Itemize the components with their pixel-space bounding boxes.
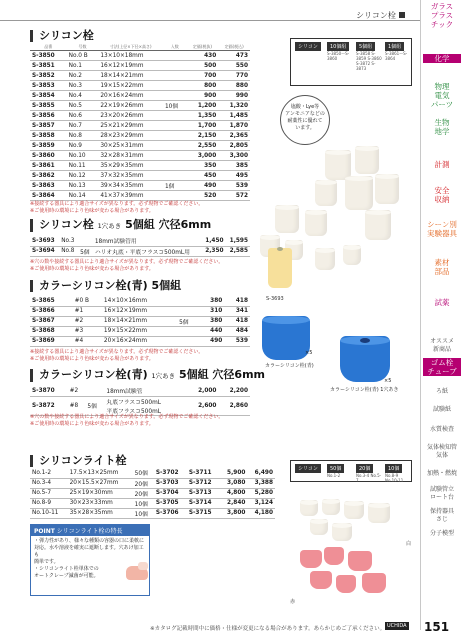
table-cell: No.14 (67, 191, 99, 201)
note-line: ※穴の数や接続する器具により適合サイズが異なります。必ず現物でご確認ください。 (30, 259, 224, 265)
table-cell: No.2 (67, 71, 99, 81)
legend-codes: No.8-9 No.10-11 (385, 473, 404, 483)
table-row (30, 478, 275, 488)
table-cell: S-3864 (30, 191, 67, 201)
sidebar-item[interactable]: 化学 (423, 54, 461, 63)
note-line: ※接続する器具により適合サイズが異なります。必ず現物でご確認ください。 (30, 349, 204, 355)
table-cell (163, 71, 187, 81)
table-cell (177, 296, 199, 306)
table-cell: 10個 (163, 101, 187, 111)
table-cell: No.9 (67, 141, 99, 151)
table-cell: S-3869 (30, 336, 73, 346)
table-cell: S-3861 (30, 161, 67, 171)
legend-codes: S-3858 S-3859 S-3860 S-3872 S-3873 (356, 51, 382, 71)
table-cell: 341 (224, 306, 250, 316)
table-cell: 28×23×29mm (98, 131, 163, 141)
point-line: ・シリコンライト栓単体での (34, 566, 99, 572)
table-cell: S-3705 (154, 498, 187, 508)
table-cell: 2,805 (218, 141, 250, 151)
table-cell: #0 B (73, 296, 102, 306)
column-header: 寸法(上径×下径×高さ) (98, 44, 163, 51)
table-row (30, 316, 250, 326)
table-cell: 3,388 (247, 478, 275, 488)
table-cell: 1,200 (187, 101, 219, 111)
table-cell: 2,550 (187, 141, 219, 151)
table-cell (163, 111, 187, 121)
table-cell: No.7 (67, 121, 99, 131)
table-cell (177, 336, 199, 346)
table-row (30, 121, 250, 131)
table-cell: No.1 (67, 61, 99, 71)
note-line: ※接続する器具により適合サイズが異なります。必ず現物でご確認ください。 (30, 201, 204, 207)
table-cell: 17.5×13×25mm (68, 468, 133, 478)
table-cell: S-3872 (30, 396, 68, 415)
page-number: 151 (424, 620, 450, 634)
sec2-notes (30, 259, 223, 273)
table-cell: 418 (224, 316, 250, 326)
table-cell: S-3858 (30, 131, 67, 141)
table-cell: 20×15.5×27mm (68, 478, 133, 488)
table-cell: 572 (218, 191, 250, 201)
column-header: 品番 (30, 44, 67, 51)
table-cell: 22×19×26mm (98, 101, 163, 111)
table-cell: No.10 (67, 151, 99, 161)
point-line: 簡単です。 (34, 559, 59, 565)
table-cell: 30×23×33mm (68, 498, 133, 508)
table-cell: 2,365 (218, 131, 250, 141)
sidebar (420, 0, 462, 630)
point-header (31, 525, 149, 536)
column-header: 号数 (67, 44, 99, 51)
section-title-silicone-light: シリコンライト栓 (30, 455, 126, 467)
legend-codes: S-3850〜S-3860 (327, 51, 350, 61)
table-cell: 16×12×19mm (102, 306, 177, 316)
table-row (30, 161, 250, 171)
table-cell: 800 (187, 81, 219, 91)
table-cell (177, 306, 199, 316)
label-white: 白 (406, 541, 412, 547)
table-cell: 14×10×16mm (102, 296, 177, 306)
table-cell: 350 (187, 161, 219, 171)
table-cell: 1,700 (187, 121, 219, 131)
section-title-color-silicone: カラーシリコン栓(青) 5個組 (30, 280, 181, 292)
table-cell: S-3870 (30, 386, 68, 396)
photo-blue-stopper-hole (340, 336, 390, 382)
table-cell: 2,200 (218, 386, 250, 396)
table-cell: 520 (187, 191, 219, 201)
legend-column: 10個組 (327, 42, 349, 51)
sidebar-item[interactable]: ろ紙 (435, 388, 448, 395)
table-cell: 550 (218, 61, 250, 71)
color-silicone-hole-table (30, 386, 250, 416)
sidebar-item[interactable]: オススメ 新商品 (430, 338, 454, 353)
legend-codes: S-3861〜S-3864 (385, 51, 408, 61)
table-row (30, 101, 250, 111)
table-cell: 1,320 (218, 101, 250, 111)
table-cell (163, 161, 187, 171)
table-cell: 35×28×35mm (68, 508, 133, 518)
table-cell: S-3868 (30, 326, 73, 336)
table-cell: 19×15×22mm (98, 81, 163, 91)
table-cell (163, 131, 187, 141)
legend2-label: シリコン (295, 464, 321, 473)
table-cell: 2,150 (187, 131, 219, 141)
table-cell (163, 121, 187, 131)
table-cell (163, 81, 187, 91)
table-cell: 18×14×21mm (98, 71, 163, 81)
table-row (30, 81, 250, 91)
note-line: ※ご使用時の環境により色味が変わる場合があります。 (30, 421, 154, 427)
table-row (30, 171, 250, 181)
table-cell: 4,180 (247, 508, 275, 518)
table-cell: ハリオ丸底・平底フラスコ500mL用 (93, 246, 201, 256)
table-cell: S-3712 (187, 478, 220, 488)
table-row (30, 141, 250, 151)
table-cell: S-3851 (30, 61, 67, 71)
table-cell: S-3856 (30, 111, 67, 121)
table-cell: 18mm試験管 (104, 386, 187, 396)
table-cell (163, 61, 187, 71)
silicone-hole-table (30, 236, 250, 257)
table-cell: S-3854 (30, 91, 67, 101)
sidebar-item[interactable]: 素材 部品 (434, 258, 450, 276)
table-cell: S-3694 (30, 246, 59, 256)
silicone-stopper-table (30, 44, 250, 201)
table-row (30, 181, 250, 191)
point-line: 対応。水や溶液を確実に遮断します。穴あけ加工も (34, 545, 144, 558)
photo-blue-stopper (262, 316, 313, 360)
label-blue1: カラーシリコン栓(青) (265, 363, 314, 369)
table-cell: 539 (224, 336, 250, 346)
table-row (30, 326, 250, 336)
table-cell: 5個 (78, 246, 93, 256)
table-cell: 5個 (85, 396, 104, 415)
table-row (30, 51, 250, 61)
point-title: シリコンライト栓の特長 (56, 528, 123, 535)
table-cell: 23×20×26mm (98, 111, 163, 121)
legend-column: 50個 (327, 464, 344, 473)
table-row (30, 396, 250, 415)
table-cell: No.12 (67, 171, 99, 181)
silicone-light-table (30, 468, 275, 519)
legend-column: 10個 (385, 464, 402, 473)
sidebar-item[interactable]: 試験管立 ロート台 (429, 486, 454, 501)
table-cell: 2,585 (226, 246, 250, 256)
legend-column: 5個組 (356, 42, 375, 51)
sidebar-item[interactable]: ガラス プラス チック (430, 2, 454, 29)
table-cell: 4,800 (220, 488, 248, 498)
table-cell: 1,595 (226, 236, 250, 246)
label-blue2: カラーシリコン栓(青) 1穴あき (330, 387, 399, 393)
table-cell: 2,000 (187, 386, 219, 396)
table-cell: No.3-4 (30, 478, 68, 488)
table-cell: 39×34×35mm (98, 181, 163, 191)
table-cell: #3 (73, 326, 102, 336)
table-cell: 473 (218, 51, 250, 61)
table-cell: S-3860 (30, 151, 67, 161)
point-line: オートクレーブ滅菌が可能。 (34, 573, 99, 579)
table-row (30, 296, 250, 306)
table-row (30, 131, 250, 141)
table-cell: 539 (218, 181, 250, 191)
sidebar-item[interactable]: 加熱・燃焼 (426, 470, 457, 477)
section-title-silicone-stopper: シリコン栓 (30, 30, 94, 42)
table-cell: 2,350 (201, 246, 225, 256)
table-cell: 丸底フラスコ500mL 平底フラスコ500mL (104, 396, 187, 415)
table-row (30, 236, 250, 246)
table-cell (163, 91, 187, 101)
table-cell: S-3714 (187, 498, 220, 508)
table-cell: 490 (199, 336, 225, 346)
table-cell: 5個 (177, 316, 199, 326)
table-cell: 13×10×18mm (98, 51, 163, 61)
table-cell: 20個 (133, 478, 154, 488)
note-line: ※ご使用時の環境により色味が変わる場合があります。 (30, 356, 154, 362)
table-row (30, 191, 250, 201)
table-cell: #4 (73, 336, 102, 346)
table-cell: 500 (187, 61, 219, 71)
table-cell: S-3850 (30, 51, 67, 61)
table-cell (163, 141, 187, 151)
table-cell: 900 (187, 91, 219, 101)
table-cell: S-3711 (187, 468, 220, 478)
table-cell (177, 326, 199, 336)
sidebar-item[interactable]: 水質検査 (429, 426, 454, 433)
table-cell: 5,900 (220, 468, 248, 478)
table-cell: 20個 (133, 488, 154, 498)
column-header: 入数 (163, 44, 187, 51)
table-cell: 2,840 (220, 498, 248, 508)
note-line: ※ご使用時の環境により色味が変わる場合があります。 (30, 208, 154, 214)
table-cell: 880 (218, 81, 250, 91)
table-cell: 2,860 (218, 396, 250, 415)
table-cell: S-3715 (187, 508, 220, 518)
table-row (30, 498, 275, 508)
table-cell: No.1-2 (30, 468, 68, 478)
x5-b: ×5 (384, 378, 392, 384)
table-cell (163, 151, 187, 161)
table-cell: 3,080 (220, 478, 248, 488)
table-cell: 37×32×35mm (98, 171, 163, 181)
table-cell: 770 (218, 71, 250, 81)
table-row (30, 151, 250, 161)
table-cell: No.13 (67, 181, 99, 191)
table-cell: #8 (68, 396, 86, 415)
table-cell: S-3855 (30, 101, 67, 111)
table-cell (78, 236, 93, 246)
sidebar-item[interactable]: 物理 電気 パーツ (430, 82, 454, 109)
brand-logo: UCHIDA (387, 623, 407, 629)
table-row (30, 488, 275, 498)
table-cell: S-3852 (30, 71, 67, 81)
table-cell: 310 (199, 306, 225, 316)
note-line: ※ご使用時の環境により色味が変わる場合があります。 (30, 266, 154, 272)
table-cell: 20×16×24mm (102, 336, 177, 346)
table-cell: 19×15×22mm (102, 326, 177, 336)
table-cell (163, 191, 187, 201)
table-row (30, 306, 250, 316)
label-s3693: S-3693 (266, 296, 284, 302)
table-cell: 495 (218, 171, 250, 181)
table-cell: 20×16×24mm (98, 91, 163, 101)
sidebar-item[interactable]: 保持器具 さじ (429, 508, 454, 523)
table-cell: 3,800 (220, 508, 248, 518)
table-cell: 35×29×35mm (98, 161, 163, 171)
legend-codes: No.3-4 No.5-7 (356, 473, 382, 483)
table-row (30, 246, 250, 256)
table-cell: No.3 (67, 81, 99, 91)
sec4-notes (30, 414, 223, 428)
table-cell: 430 (187, 51, 219, 61)
legend-column: 20個 (356, 464, 373, 473)
table-cell: 440 (199, 326, 225, 336)
table-row (30, 111, 250, 121)
table-cell: 380 (199, 296, 225, 306)
table-cell: No.0 B (67, 51, 99, 61)
table-cell: 30×25×31mm (98, 141, 163, 151)
table-cell: S-3867 (30, 316, 73, 326)
table-cell: S-3693 (30, 236, 59, 246)
table-cell: 490 (187, 181, 219, 191)
sec1-notes (30, 201, 203, 215)
color-silicone-table (30, 296, 250, 347)
table-cell: 990 (218, 91, 250, 101)
point-line: ・弾力性があり、様々な種類の容器の口に柔軟に (34, 538, 145, 544)
table-cell: S-3703 (154, 478, 187, 488)
table-cell: S-3859 (30, 141, 67, 151)
table-cell: 32×28×31mm (98, 151, 163, 161)
table-cell: 1個 (163, 181, 187, 191)
table-cell: 50個 (133, 468, 154, 478)
table-cell: No.8 (59, 246, 78, 256)
table-cell: 1,485 (218, 111, 250, 121)
table-row (30, 508, 275, 518)
photo-s3693 (268, 248, 292, 293)
table-cell: 380 (199, 316, 225, 326)
table-cell: 25×19×30mm (68, 488, 133, 498)
sidebar-item[interactable]: 試験紙 (432, 406, 451, 413)
table-cell: 10個 (133, 508, 154, 518)
sidebar-item[interactable]: 分子模型 (429, 530, 454, 537)
table-cell: 418 (224, 296, 250, 306)
table-cell: S-3866 (30, 306, 73, 316)
point-label: POINT (34, 528, 55, 535)
table-cell: S-3857 (30, 121, 67, 131)
x5-a: ×5 (305, 350, 313, 356)
sec3-notes (30, 349, 203, 363)
table-cell (85, 386, 104, 396)
table-row (30, 386, 250, 396)
table-cell: No.8 (67, 131, 99, 141)
table-cell: 3,000 (187, 151, 219, 161)
table-cell: 5,280 (247, 488, 275, 498)
table-cell: 1,450 (201, 236, 225, 246)
sidebar-item[interactable]: ゴム栓 チューブ (423, 358, 461, 376)
table-cell: S-3702 (154, 468, 187, 478)
table-cell: 25×21×29mm (98, 121, 163, 131)
table-cell: 3,300 (218, 151, 250, 161)
table-cell: S-3863 (30, 181, 67, 191)
table-cell: S-3704 (154, 488, 187, 498)
table-cell: No.3 (59, 236, 78, 246)
table-cell: 700 (187, 71, 219, 81)
table-cell: 10個 (133, 498, 154, 508)
table-cell: 2,600 (187, 396, 219, 415)
sidebar-item[interactable]: 試薬 (434, 298, 450, 307)
table-cell: #2 (73, 316, 102, 326)
section-title-silicone-hole: シリコン栓 1穴あき 5個組 穴径6mm (30, 219, 211, 232)
table-cell: 18mm試験管用 (93, 236, 201, 246)
legend-column: 1個組 (385, 42, 404, 51)
photo-light-stoppers (290, 495, 418, 605)
legend1-label: シリコン (295, 42, 321, 51)
table-cell: 18×14×21mm (102, 316, 177, 326)
table-cell: 1,350 (187, 111, 219, 121)
table-cell: No.5 (67, 101, 99, 111)
table-cell: 16×12×19mm (98, 61, 163, 71)
table-cell: No.5-7 (30, 488, 68, 498)
table-row (30, 468, 275, 478)
table-cell: No.4 (67, 91, 99, 101)
table-cell: No.8-9 (30, 498, 68, 508)
table-cell: S-3862 (30, 171, 67, 181)
column-header: 定価(税抜) (187, 44, 219, 51)
note-line: ※穴の数や接続する器具により適合サイズが異なります。必ず現物でご確認ください。 (30, 414, 224, 420)
legend-2 (290, 460, 412, 482)
header-category: シリコン栓 (356, 10, 405, 21)
table-cell: No.11 (67, 161, 99, 171)
table-cell: No.10-11 (30, 508, 68, 518)
column-header: 定価(税込) (218, 44, 250, 51)
table-cell: No.6 (67, 111, 99, 121)
table-cell (163, 171, 187, 181)
table-cell: S-3713 (187, 488, 220, 498)
sidebar-item[interactable]: 気体検知管 気体 (426, 444, 457, 459)
hand-photo (118, 560, 158, 590)
table-cell: S-3865 (30, 296, 73, 306)
table-cell: 484 (224, 326, 250, 336)
sidebar-item[interactable]: 安全 収納 (434, 186, 450, 204)
table-cell: 385 (218, 161, 250, 171)
sidebar-item[interactable]: 生物 地学 (434, 118, 450, 136)
sidebar-item[interactable]: シーン別 実験器具 (427, 220, 457, 238)
table-cell: 6,490 (247, 468, 275, 478)
table-row (30, 61, 250, 71)
table-cell: 450 (187, 171, 219, 181)
table-cell (163, 51, 187, 61)
table-row (30, 71, 250, 81)
table-row (30, 336, 250, 346)
table-cell: 1,870 (218, 121, 250, 131)
table-cell: S-3853 (30, 81, 67, 91)
table-cell: S-3706 (154, 508, 187, 518)
table-cell: 41×37×39mm (98, 191, 163, 201)
label-red: 赤 (290, 599, 296, 605)
footer-note: ※カタログ記載時間中に価格・仕様が変更になる場合があります。あらかじめご了承ください。 (150, 626, 386, 632)
sidebar-item[interactable]: 計測 (434, 160, 450, 169)
callout-bubble: 塩酸・Lye​等 アンモニアなどの 耐薬性に優れて います。 (280, 95, 330, 145)
legend-1 (290, 38, 412, 86)
table-cell: #2 (68, 386, 86, 396)
table-cell: 3,124 (247, 498, 275, 508)
table-row (30, 91, 250, 101)
legend-codes: No.1-2 (327, 473, 341, 478)
section-title-color-silicone-hole: カラーシリコン栓(青) 1穴あき 5個組 穴径6mm (30, 369, 265, 382)
table-cell: #1 (73, 306, 102, 316)
